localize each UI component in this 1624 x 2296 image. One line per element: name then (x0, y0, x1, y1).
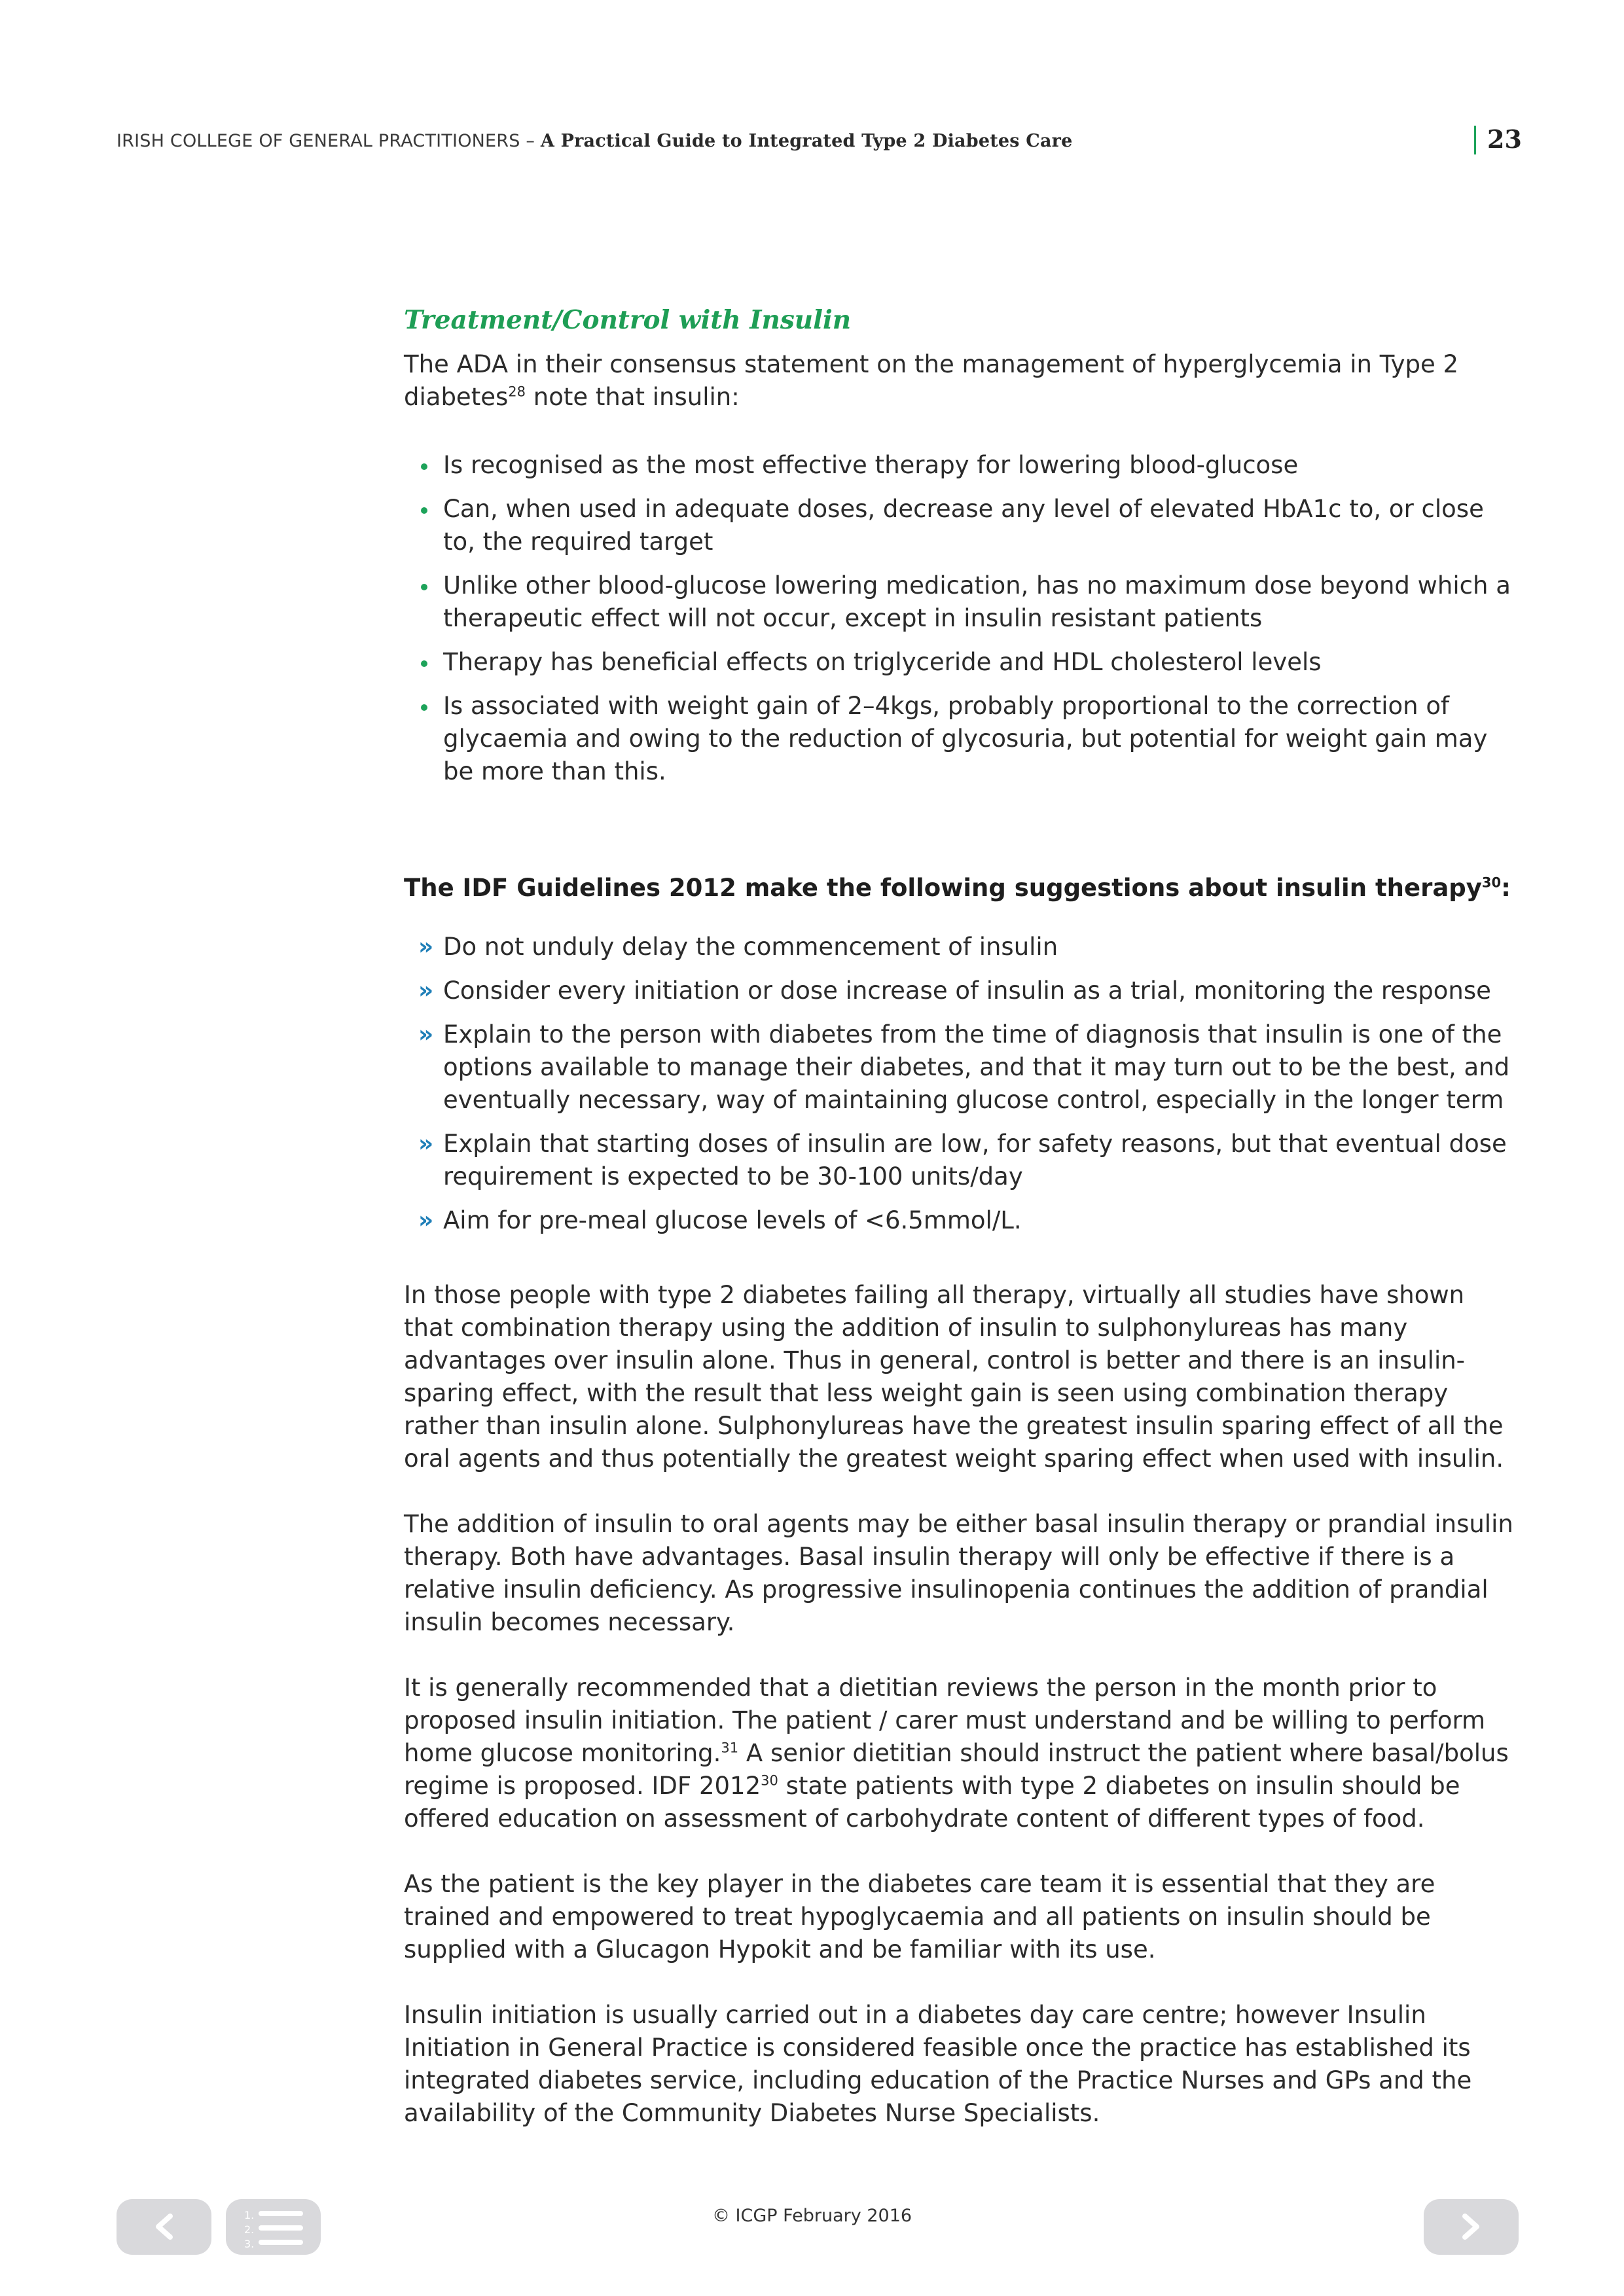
svg-text:1.: 1. (244, 2209, 255, 2221)
list-item (404, 931, 1517, 963)
arrow-bullet-icon: » (418, 1207, 434, 1234)
list-item (404, 1128, 1517, 1193)
paragraph-text: A senior dietitian should instruct the patient where basal/bolus regime is proposed. IDF 2012 (404, 1739, 1509, 1800)
idf-heading-colon: : (1501, 874, 1511, 902)
main-content (404, 302, 1517, 2162)
running-header (117, 131, 1072, 151)
list-item-text: Explain that starting doses of insulin are low, for safety reasons, but that eventual dose requirement is expected to be 30-100 units/day (443, 1130, 1507, 1191)
paragraph-dietitian (404, 1672, 1517, 1835)
list-item: Is associated with weight gain of 2–4kgs, probably proportional to the correction of glycaemia and owing to the reduction of glycosuria, but potential for weight gain may be more than this. (404, 690, 1517, 788)
header-organisation: IRISH COLLEGE OF GENERAL PRACTITIONERS – (117, 131, 541, 151)
paragraph-text: state patients with type 2 diabetes on insulin should be offered education on assessment of carbohydrate content of different types of food. (404, 1772, 1460, 1833)
list-item: Therapy has beneficial effects on triglyceride and HDL cholesterol levels (404, 646, 1517, 679)
header-divider (1474, 126, 1476, 154)
arrow-bullet-icon: » (418, 1130, 434, 1157)
list-item-text: Aim for pre-meal glucose levels of <6.5mmol/L. (443, 1206, 1022, 1234)
paragraph-basal-prandial: The addition of insulin to oral agents may be either basal insulin therapy or prandial insulin therapy. Both have advantages. Basal insulin therapy will only be effective if there is a relative insulin deficiency. As progressive insulinopenia continues the addition of prandial insulin becomes necessary. (404, 1510, 1513, 1636)
list-item: Can, when used in adequate doses, decrease any level of elevated HbA1c to, or close to, the required target (404, 493, 1517, 558)
reference-31: 31 (721, 1740, 739, 1756)
intro-paragraph (404, 348, 1517, 414)
idf-heading-text: The IDF Guidelines 2012 make the following suggestions about insulin therapy (404, 874, 1482, 902)
header-guide-title: A Practical Guide to Integrated Type 2 Diabetes Care (540, 131, 1073, 151)
intro-text-end: note that insulin: (525, 383, 740, 411)
chevron-right-icon (1424, 2199, 1519, 2255)
intro-text: The ADA in their consensus statement on the management of hyperglycemia in Type 2 diabetes (404, 350, 1459, 411)
arrow-bullet-icon: » (418, 977, 434, 1004)
svg-text:2.: 2. (244, 2223, 255, 2236)
list-item: Is recognised as the most effective therapy for lowering blood-glucose (404, 449, 1517, 482)
next-page-button[interactable] (1424, 2199, 1519, 2255)
paragraph-combination-therapy: In those people with type 2 diabetes failing all therapy, virtually all studies have shown that combination therapy using the addition of insulin to sulphonylureas has many advantages over insulin alone. Thus in general, control is better and there is an insulin-sparing effect, with the result that less weight gain is seen using combination therapy rather than insulin alone. Sulphonylureas have the greatest insulin sparing effect of all the oral agents and thus potentially the greatest weight sparing effect when used with insulin. (404, 1281, 1504, 1473)
list-item-text: Explain to the person with diabetes from the time of diagnosis that insulin is one of the options available to manage their diabetes, and that it may turn out to be the best, and eventually necessary, way of maintaining glucose control, especially in the longer term (443, 1020, 1510, 1114)
reference-28: 28 (508, 384, 526, 400)
list-item (404, 1018, 1517, 1117)
arrow-bullet-icon: » (418, 1021, 434, 1048)
footer-copyright: © ICGP February 2016 (712, 2206, 912, 2226)
section-title: Treatment/Control with Insulin (404, 305, 852, 335)
paragraph-initiation: Insulin initiation is usually carried out in a diabetes day care centre; however Insulin Initiation in General Practice is considered feasible once the practice has established its integrated diabetes service, including education of the Practice Nurses and GPs and the availability of the Community Diabetes Nurse Specialists. (404, 2001, 1472, 2127)
list-item (404, 975, 1517, 1007)
idf-heading (404, 872, 1517, 905)
page-number: 23 (1487, 124, 1522, 154)
paragraph-text: It is generally recommended that a dietitian reviews the person in the month prior to proposed insulin initiation. The patient / carer must understand and be willing to perform home glucose monitoring. (404, 1674, 1486, 1767)
list-item (404, 1204, 1517, 1237)
list-item: Unlike other blood-glucose lowering medication, has no maximum dose beyond which a therapeutic effect will not occur, except in insulin resistant patients (404, 569, 1517, 635)
arrow-bullet-icon: » (418, 933, 434, 960)
svg-text:3.: 3. (244, 2238, 255, 2250)
paragraph-hypoglycaemia: As the patient is the key player in the diabetes care team it is essential that they are trained and empowered to treat hypoglycaemia and all patients on insulin should be supplied with a Glucagon Hypokit and be familiar with its use. (404, 1870, 1435, 1964)
list-item-text: Do not unduly delay the commencement of insulin (443, 933, 1058, 961)
page-header (117, 124, 1522, 165)
idf-suggestion-list (404, 931, 1517, 1237)
list-item-text: Consider every initiation or dose increase of insulin as a trial, monitoring the response (443, 977, 1491, 1005)
reference-30: 30 (1481, 874, 1502, 891)
reference-30: 30 (761, 1772, 778, 1789)
ada-bullet-list (404, 449, 1517, 788)
